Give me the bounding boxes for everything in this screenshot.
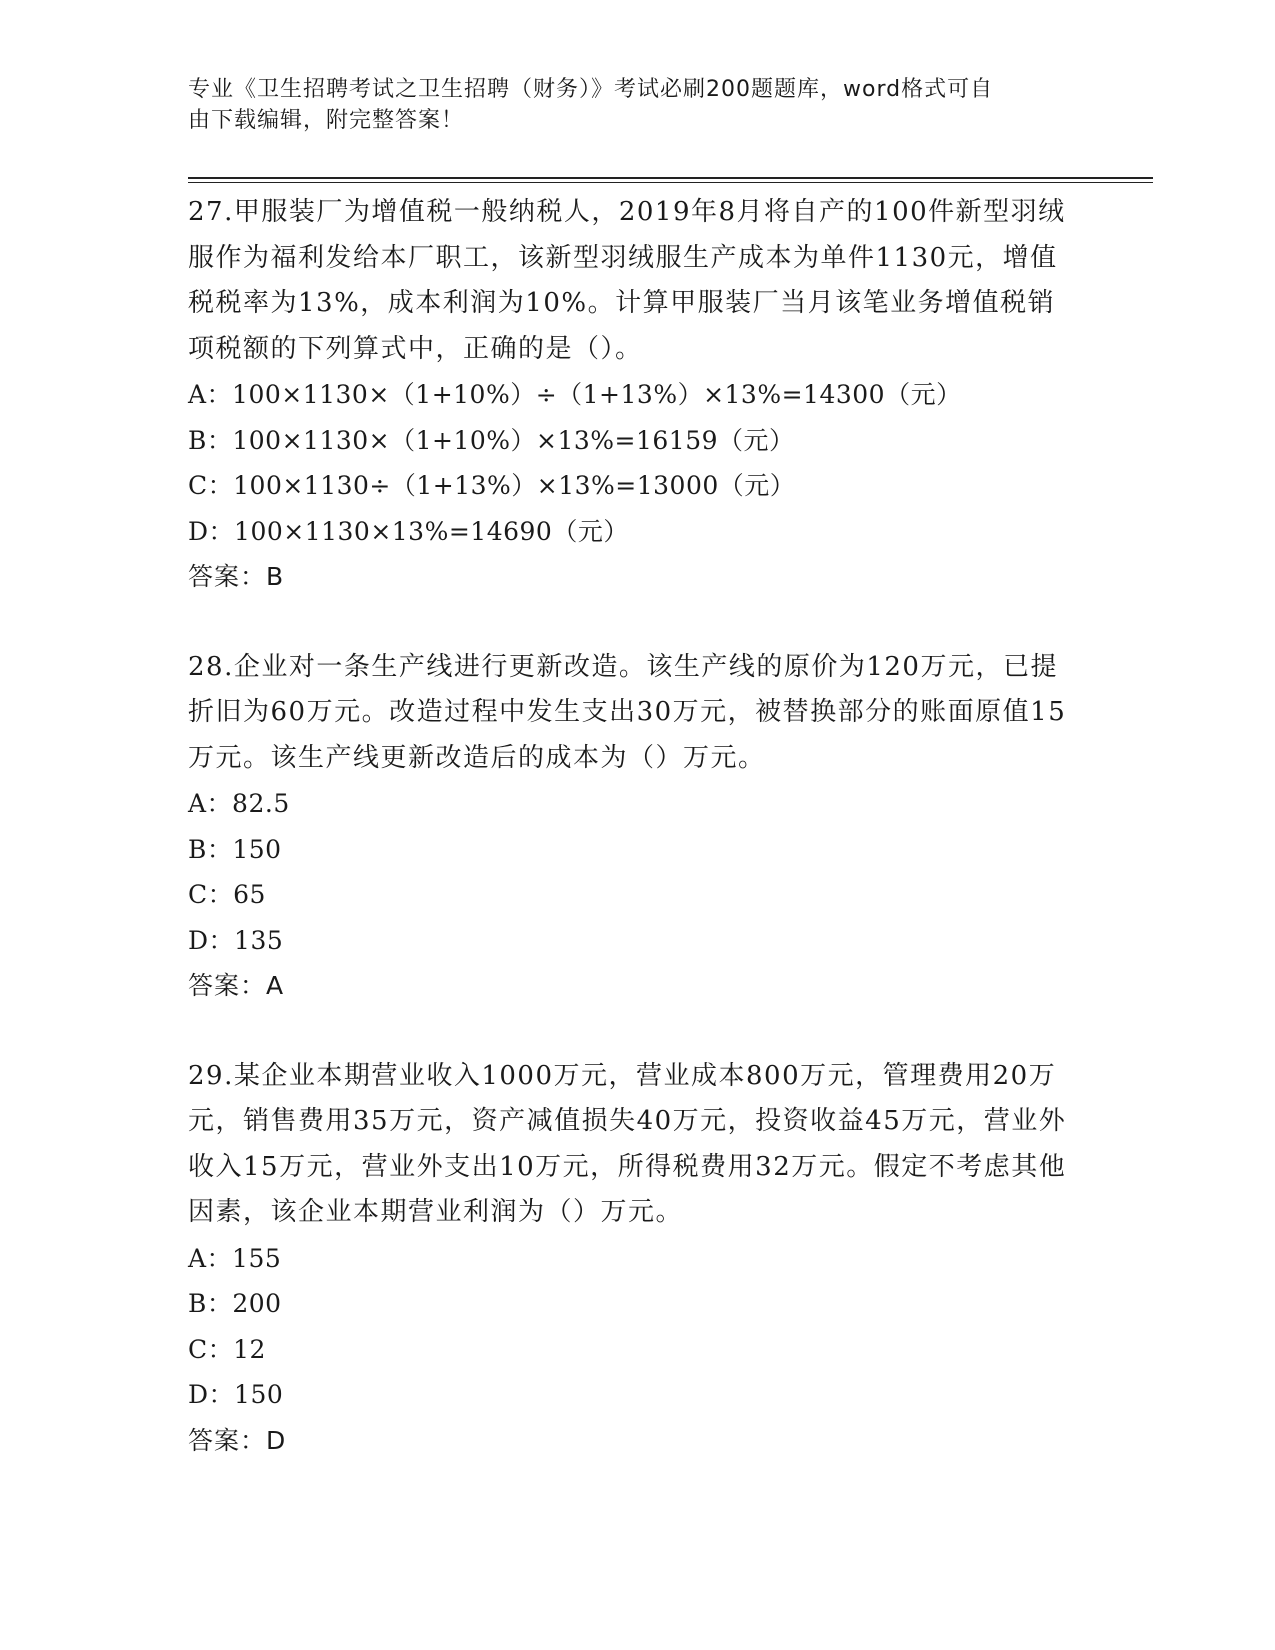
question-spacer (188, 1009, 1088, 1054)
question-29 (188, 1054, 1088, 1464)
question-28 (188, 645, 1088, 1009)
question-list (188, 190, 1088, 1463)
header-divider-thin (188, 182, 1153, 183)
question-text: 29.某企业本期营业收入1000万元，营业成本800万元，管理费用20万元，销售费用35万元，资产减值损失40万元，投资收益45万元，营业外收入15万元，营业外支出10万元，所得税费用32万元。假定不考虑其他因素，该企业本期营业利润为（）万元。 (188, 1060, 1067, 1227)
answer-label: 答案：B (188, 562, 285, 591)
option-a: A：155 (188, 1243, 282, 1273)
answer-label: 答案：D (188, 1425, 287, 1455)
option-d: D：100×1130×13%=14690（元） (188, 516, 629, 546)
option-b: B：200 (188, 1289, 282, 1318)
option-d: D：135 (188, 925, 284, 955)
option-b: B：150 (188, 834, 282, 864)
option-b: B：100×1130×（1+10%）×13%=16159（元） (188, 425, 795, 455)
header-line-1: 专业《卫生招聘考试之卫生招聘（财务）》考试必刷200题题库，word格式可自 (188, 77, 994, 102)
option-a: A：82.5 (188, 789, 290, 818)
question-text: 28.企业对一条生产线进行更新改造。该生产线的原价为120万元，已提折旧为60万元。改造过程中发生支出30万元，被替换部分的账面原值15万元。该生产线更新改造后的成本为（）万元。 (188, 651, 1067, 773)
answer-label: 答案：A (188, 971, 285, 1000)
question-27 (188, 190, 1088, 600)
header-divider-thick (188, 177, 1153, 179)
question-text: 27.甲服装厂为增值税一般纳税人，2019年8月将自产的100件新型羽绒服作为福利发给本厂职工，该新型羽绒服生产成本为单件1130元，增值税税率为13%，成本利润为10%。计算甲服装厂当月该笔业务增值税销项税额的下列算式中，正确的是（）。 (188, 197, 1066, 364)
option-c: C：65 (188, 880, 266, 909)
option-a: A：100×1130×（1+10%）÷（1+13%）×13%=14300（元） (188, 380, 962, 409)
option-d: D：150 (188, 1380, 284, 1409)
option-c: C：100×1130÷（1+13%）×13%=13000（元） (188, 471, 796, 500)
document-header (188, 74, 1068, 136)
header-line-2: 由下载编辑，附完整答案！ (188, 108, 465, 133)
question-spacer (188, 600, 1088, 645)
option-c: C：12 (188, 1334, 266, 1364)
